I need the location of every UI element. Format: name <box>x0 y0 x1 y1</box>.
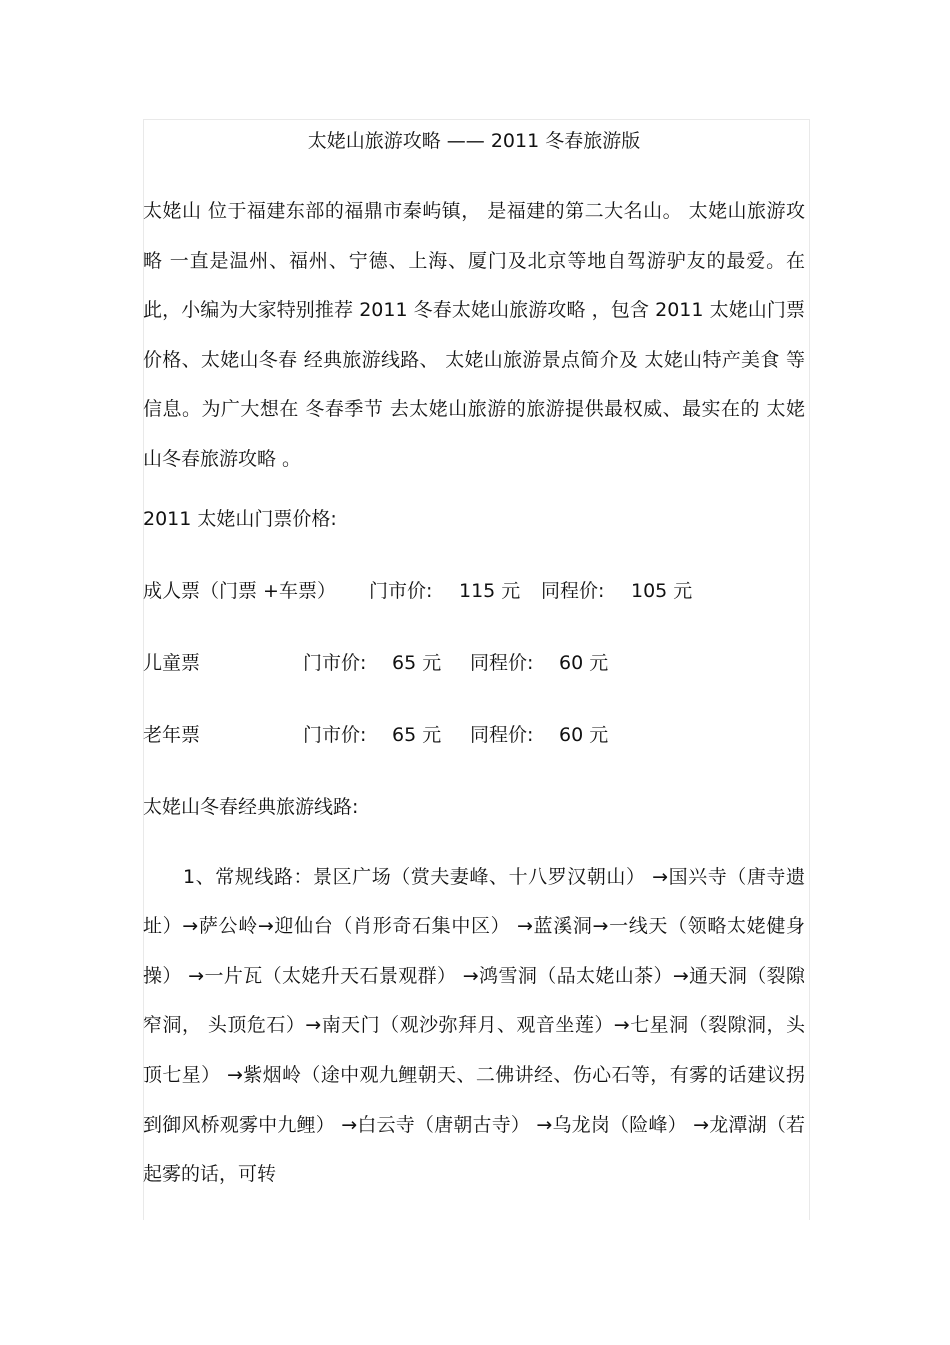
ticket-row-child <box>143 651 805 675</box>
gate-price-label: 门市价: <box>369 579 433 602</box>
route-heading: 太姥山冬春经典旅游线路: <box>143 795 359 818</box>
route-1-paragraph: 1、常规线路：景区广场（赏夫妻峰、十八罗汉朝山） →国兴寺（唐寺遗址）→萨公岭→迎仙台（肖形奇石集中区） →蓝溪洞→一线天（领略太姥健身操） →一片瓦（太姥升天石景观群） →鸿雪洞（品太姥山茶）→通天洞（裂隙窄洞， 头顶危石）→南天门（观沙弥拜月、观音坐莲）→七星洞（裂隙洞，头顶七星） →紫烟岭（途中观九鲤朝天、二佛讲经、伤心石等，有雾的话建议拐到御风桥观雾中九鲤） →白云寺（唐朝古寺） →乌龙岗（险峰） →龙潭湖（若起雾的话，可转 <box>143 865 805 1186</box>
ly-price-label: 同程价: <box>541 579 605 602</box>
document-title: 太姥山旅游攻略 —— 2011 冬春旅游版 <box>307 130 641 152</box>
ticket-name: 儿童票 <box>143 651 201 674</box>
gate-price-value: 65 元 <box>392 651 442 674</box>
ly-price-value: 60 元 <box>559 723 609 746</box>
document-body <box>143 125 805 1200</box>
ticket-row-adult <box>143 579 805 603</box>
ticket-row-senior <box>143 723 805 747</box>
ly-price-label: 同程价: <box>470 651 534 674</box>
gate-price-value: 65 元 <box>392 723 442 746</box>
gate-price-value: 115 元 <box>459 579 521 602</box>
gate-price-label: 门市价: <box>303 723 367 746</box>
intro-paragraph: 太姥山 位于福建东部的福鼎市秦屿镇， 是福建的第二大名山。 太姥山旅游攻略 一直是温州、福州、宁德、上海、厦门及北京等地自驾游驴友的最爱。在此，小编为大家特别推荐 2011 冬春太姥山旅游攻略 ，包含 2011 太姥山门票 价格、太姥山冬春 经典旅游线路、 太姥山旅游景点简介及 太姥山特产美食 等信息。为广大想在 冬春季节 去太姥山旅游的旅游提供最权威、最实在的 太姥山冬春旅游攻略 。 <box>143 200 805 470</box>
ly-price-value: 105 元 <box>631 579 693 602</box>
gate-price-label: 门市价: <box>303 651 367 674</box>
ly-price-value: 60 元 <box>559 651 609 674</box>
ticket-heading: 2011 太姥山门票价格: <box>143 507 337 530</box>
ly-price-label: 同程价: <box>470 723 534 746</box>
ticket-name: 成人票（门票 +车票） <box>143 579 336 602</box>
ticket-name: 老年票 <box>143 723 201 746</box>
